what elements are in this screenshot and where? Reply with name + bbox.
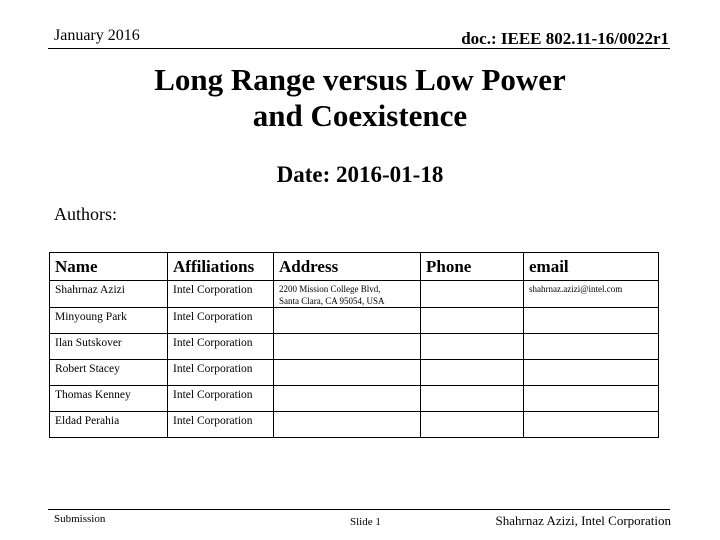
- column-header-affiliations: Affiliations: [168, 253, 274, 281]
- author-email: [524, 412, 659, 438]
- column-header-address: Address: [274, 253, 421, 281]
- author-name: Robert Stacey: [50, 360, 168, 386]
- author-phone: [421, 308, 524, 334]
- author-address: [274, 281, 421, 308]
- author-name: Eldad Perahia: [50, 412, 168, 438]
- author-affiliation: Intel Corporation: [168, 308, 274, 334]
- column-header-name: Name: [50, 253, 168, 281]
- author-phone: [421, 412, 524, 438]
- author-phone: [421, 281, 524, 308]
- footer-author: Shahrnaz Azizi, Intel Corporation: [495, 513, 671, 528]
- author-phone: [421, 360, 524, 386]
- column-header-phone: Phone: [421, 253, 524, 281]
- author-email: shahrnaz.azizi@intel.com: [524, 281, 659, 308]
- author-address: [274, 386, 421, 412]
- header-date: January 2016: [54, 27, 140, 44]
- author-affiliation: Intel Corporation: [168, 412, 274, 438]
- table-header-row: [50, 253, 659, 281]
- authors-label: Authors:: [54, 204, 117, 224]
- table-row: [50, 412, 659, 438]
- author-name: Thomas Kenney: [50, 386, 168, 412]
- submission-date: Date: 2016-01-18: [276, 162, 444, 187]
- table-row: [50, 308, 659, 334]
- author-name: Ilan Sutskover: [50, 334, 168, 360]
- footer-submission: Submission: [54, 513, 106, 525]
- footer-divider: [48, 509, 670, 510]
- address-line-2: Santa Clara, CA 95054, USA: [279, 296, 385, 306]
- document-id: doc.: IEEE 802.11-16/0022r1: [461, 29, 669, 48]
- authors-table: [49, 252, 659, 438]
- slide-title-line-1: Long Range versus Low Power: [154, 62, 566, 97]
- column-header-email: email: [524, 253, 659, 281]
- author-email: [524, 308, 659, 334]
- author-affiliation: Intel Corporation: [168, 360, 274, 386]
- slide-title: [0, 62, 720, 134]
- author-name: Shahrnaz Azizi: [50, 281, 168, 308]
- author-affiliation: Intel Corporation: [168, 386, 274, 412]
- author-address: [274, 360, 421, 386]
- author-phone: [421, 334, 524, 360]
- slide-title-line-2: and Coexistence: [252, 98, 468, 133]
- author-email: [524, 386, 659, 412]
- author-phone: [421, 386, 524, 412]
- table-row: [50, 334, 659, 360]
- author-address: [274, 412, 421, 438]
- author-name: Minyoung Park: [50, 308, 168, 334]
- author-email: [524, 360, 659, 386]
- author-affiliation: Intel Corporation: [168, 281, 274, 308]
- address-line-1: 2200 Mission College Blvd,: [279, 284, 381, 294]
- header-divider: [48, 48, 670, 49]
- table-row: [50, 386, 659, 412]
- table-row: [50, 281, 659, 308]
- author-affiliation: Intel Corporation: [168, 334, 274, 360]
- author-email: [524, 334, 659, 360]
- table-row: [50, 360, 659, 386]
- author-address: [274, 308, 421, 334]
- author-address: [274, 334, 421, 360]
- slide-number: Slide 1: [350, 516, 381, 528]
